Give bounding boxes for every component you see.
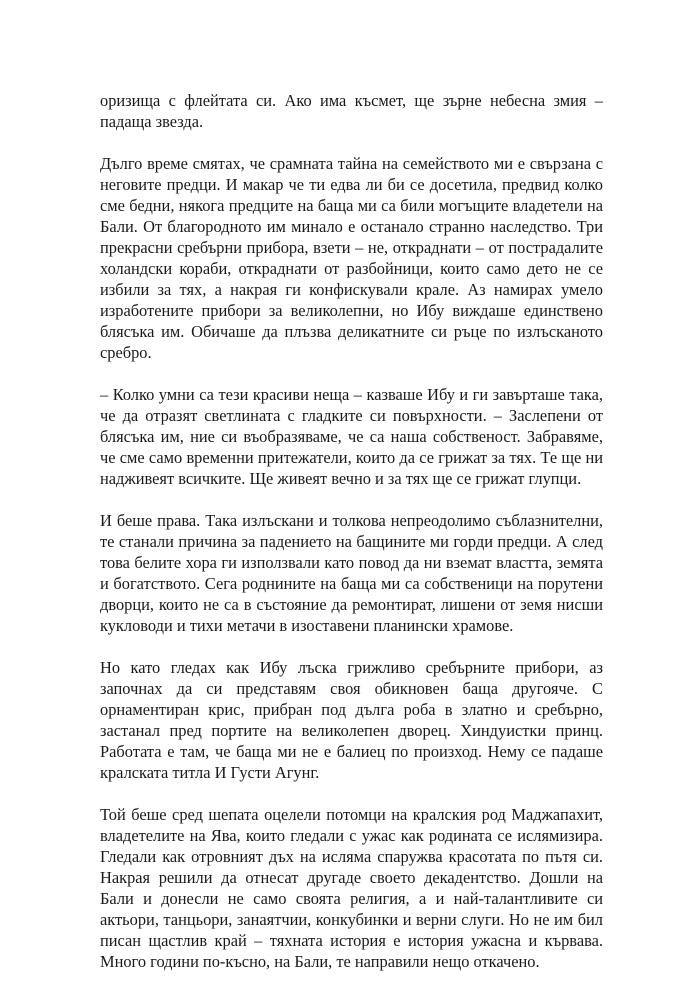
paragraph-4: И беше права. Така излъскани и толкова непреодолимо съблазнителни, те станали причина за падението на бащините ми горди предци. А след това белите хора ги използвали като повод да ни вземат властта, земята и богатството. Сега роднините на баща ми са собственици на порутени дворци, които не са в състояние да ремонтират, лишени от земя нисши кукловоди и тихи метачи в изоставени планински храмове. [100, 511, 603, 635]
paragraph-3: – Колко умни са тези красиви неща – казваше Ибу и ги завърташе така, че да отразят светлината с гладките си повърхности. – Заслепени от блясъка им, ние си въобразяваме, че са наша собственост. Забравяме, че сме само временни притежатели, които да се грижат за тях. Те ще ни надживеят всичките. Ще живеят вечно и за тях ще се грижат глупци. [100, 385, 603, 488]
paragraph-1: оризища с флейтата си. Ако има късмет, ще зърне небесна змия – падаща звезда. [100, 91, 603, 131]
paragraph-5: Но като гледах как Ибу лъска грижливо сребърните прибори, аз започнах да си представям своя обикновен баща другояче. С орнаментиран крис, прибран под дълга роба в златно и сребърно, застанал пред портите на великолепен дворец. Хиндуистки принц. Работата е там, че баща ми не е балиец по произход. Нему се падаше кралската титла И Густи Агунг. [100, 658, 603, 782]
paragraph-2: Дълго време смятах, че срамната тайна на семейството ми е свързана с неговите предци. И макар че ти едва ли би се досетила, предвид колко сме бедни, някога предците на баща ми са били могъщите владетели на Бали. От благородното им минало е останало странно наследство. Три прекрасни сребърни прибора, взети – не, откраднати – от пострадалите холандски кораби, откраднати от разбойници, които само дето не се избили за тях, а накрая ги конфискували крале. Аз намирах умело изработените прибори за великолепни, но Ибу виждаше единствено блясъка им. Обичаше да плъзва деликатните си ръце по излъсканото сребро. [100, 154, 603, 362]
paragraph-6: Той беше сред шепата оцелели потомци на кралския род Маджапахит, владетелите на Ява, които гледали с ужас как родината се ислямизира. Гледали как отровният дъх на исляма спаружва красотата по пътя си. Накрая решили да отнесат другаде своето декадентство. Дошли на Бали и донесли не само своята религия, а и най-талантливите си актьори, танцьори, занаятчии, конкубинки и верни слуги. Но не им бил писан щастлив край – тяхната история е история ужасна и кървава. Много години по-късно, на Бали, те направили нещо откачено. [100, 805, 603, 971]
